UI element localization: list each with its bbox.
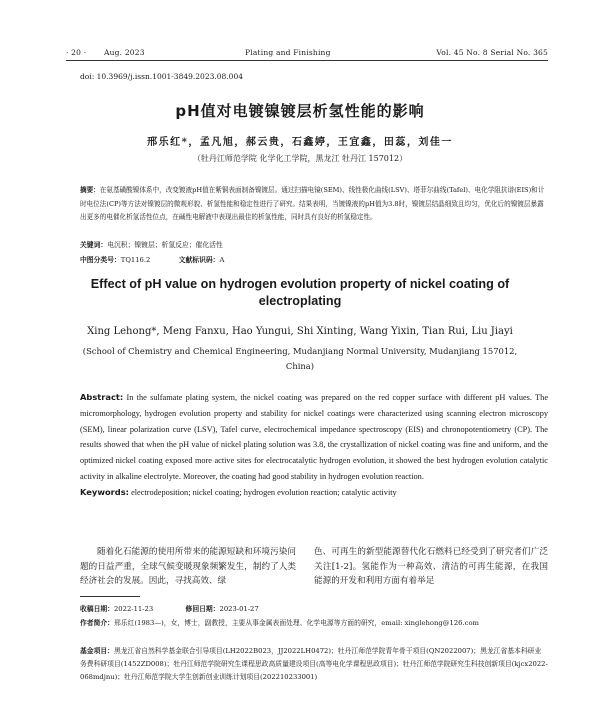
chinese-abstract <box>80 184 548 225</box>
chinese-authors: 邢乐红*，孟凡旭，郝云贵，石鑫婷，王宜鑫，田蕊，刘佳一 <box>147 137 453 148</box>
english-keywords-label: Keywords: <box>80 486 129 497</box>
revised-label: 修回日期： <box>185 605 220 613</box>
english-abstract <box>80 390 548 501</box>
english-affiliation: (School of Chemistry and Chemical Engineering, Mudanjiang Normal University, Mudanjiang 157012, China) <box>82 346 518 371</box>
issue-date: Aug. 2023 <box>104 48 145 57</box>
english-abstract-label: Abstract: <box>80 392 124 402</box>
chinese-keywords-label: 关键词： <box>80 241 108 249</box>
chinese-keywords <box>80 239 223 249</box>
author-bio-text: 邢乐红(1983—)，女，博士，副教授，主要从事金属表面处理、化学电源等方面的研究，email: xinglehong@126.com <box>113 619 479 627</box>
clc-value: TQ116.2 <box>120 256 151 264</box>
funding-note <box>80 645 548 684</box>
author-bio-label: 作者简介： <box>80 619 114 627</box>
english-abstract-text: In the sulfamate plating system, the nickel coating was prepared on the red copper surface with different pH values. The micromorphology, hydrogen evolution property and stability for nickel coatings were characterized using scanning electron microscopy (SEM), linear polarization curve (LSV), Tafel curve, electrochemical impedance spectroscopy (EIS) and chronopotentiometry (CP). The results showed that when the pH value of nickel plating solution was 3.8, the crystallization of nickel coating was fine and uniform, and the optimized nickel coating exposed more active sites for electrocatalytic hydrogen evolution, it showed the best hydrogen evolution catalytic activity in alkaline electrolyte. Moreover, the coating had good stability in hydrogen evolution reaction. <box>80 393 549 481</box>
chinese-abstract-text: 在氨基磺酸镍体系中，改变镀液pH值在紫铜表面制备镍镀层。通过扫描电镜(SEM)、线性极化曲线(LSV)、塔菲尔曲线(Tafel)、电化学阻抗谱(EIS)和计时电位法(CP)等方法对镍镀层的微观形貌、析氢性能和稳定性进行了研究。结果表明，当镀镍液的pH值为3.8时，镍镀层结晶细致且均匀，优化后的镍镀层暴露出更多的电催化析氢活性位点，在碱性电解液中表现出最佳的析氢性能，同时具有良好的析氢稳定性。 <box>80 186 545 221</box>
clc-label: 中图分类号： <box>80 256 121 264</box>
classification-line <box>80 254 224 264</box>
dates-line <box>80 603 548 616</box>
english-authors: Xing Lehong*, Meng Fanxu, Hao Yungui, Shi Xinting, Wang Yixin, Tian Rui, Liu Jiayi <box>87 326 513 337</box>
journal-name: Plating and Finishing <box>245 48 331 57</box>
page-number: · 20 · <box>66 48 87 57</box>
volume-info: Vol. 45 No. 8 Serial No. 365 <box>436 48 548 57</box>
chinese-affiliation: （牡丹江师范学院 化学化工学院，黑龙江 牡丹江 157012） <box>192 154 408 163</box>
english-keywords-text: electrodeposition; nickel coating; hydrogen evolution reaction; catalytic activity <box>131 487 397 497</box>
header-rule <box>66 60 548 61</box>
english-title: Effect of pH value on hydrogen evolution property of nickel coating of electroplating <box>90 277 510 308</box>
doc-code-value: A <box>219 256 225 264</box>
chinese-title: pH值对电镀镍镀层析氢性能的影响 <box>175 102 425 120</box>
author-bio <box>80 617 548 630</box>
doc-code-label: 文献标识码： <box>178 256 220 264</box>
received-label: 收稿日期： <box>80 605 114 613</box>
footnote-rule <box>80 596 140 597</box>
funding-text: 黑龙江省自然科学基金联合引导项目(LH2022B023，JJ2022LH0472)；牡丹江师范学院青年骨干项目(QN2022007)；黑龙江省基本科研业务费科研项目(1452ZD008)；牡丹江师范学院研究生课程思政高质量建设项目(高等电化学课程思政项目)；牡丹江师范学院研究生科技创新项目(kjcx2022-068mdjnu)；牡丹江师范学院大学生创新创业训练计划项目(202210233001) <box>80 647 548 681</box>
received-date: 2022-11-23 <box>113 605 154 613</box>
funding-label: 基金项目： <box>80 647 114 655</box>
chinese-keywords-text: 电沉积；镍镀层；析氢反应；催化活性 <box>107 241 223 249</box>
chinese-abstract-label: 摘要： <box>80 186 100 194</box>
revised-date: 2023-01-27 <box>219 605 259 613</box>
body-column-right: 色、可再生的新型能源替代化石燃料已经受到了研究者们广泛关注[1-2]。氢能作为一种高效、清洁的可再生能源，在我国能源的开发和利用方面有着举足 <box>314 547 548 586</box>
body-column-left: 随着化石能源的使用所带来的能源短缺和环境污染问题的日益严重，全球气候变暖现象频繁发生，制约了人类经济社会的发展。因此，寻找高效、绿 <box>80 547 296 586</box>
doi: doi: 10.3969/j.issn.1001-3849.2023.08.004 <box>80 72 243 81</box>
